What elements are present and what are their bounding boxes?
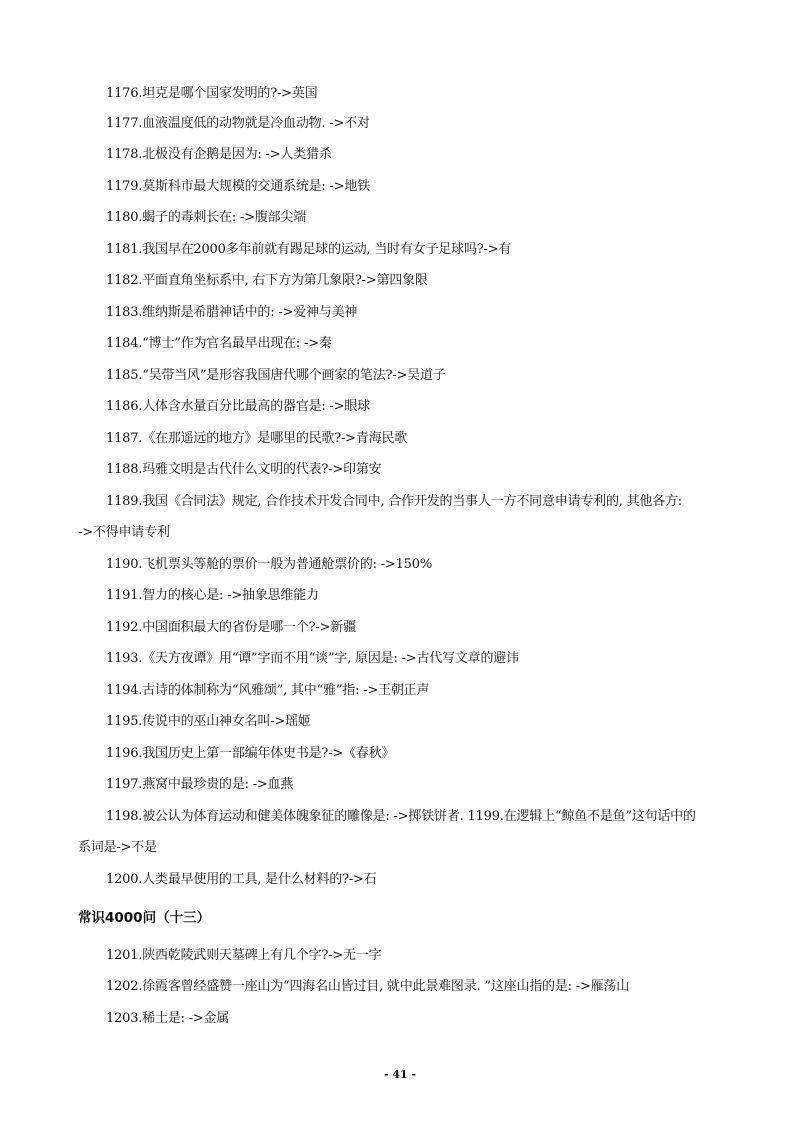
question-1187: 1187.《在那遥远的地方》是哪里的民歌?->青海民歌 <box>106 431 408 446</box>
section-heading: 常识4000问（十三） <box>78 910 211 926</box>
question-1180: 1180.蝎子的毒刺长在: ->腹部尖端 <box>106 210 307 225</box>
question-1189-line1: 1189.我国《合同法》规定, 合作技术开发合同中, 合作开发的当事人一方不同意申请专利的, 其他各方: <box>106 494 682 509</box>
question-1183: 1183.维纳斯是希腊神话中的: ->爱神与美神 <box>106 305 358 320</box>
question-1202: 1202.徐霞客曾经盛赞一座山为“四海名山皆过目, 就中此景难图录. ”这座山指的是: ->雁荡山 <box>106 979 630 994</box>
question-1188: 1188.玛雅文明是古代什么文明的代表?->印第安 <box>106 462 382 477</box>
question-1184: 1184.“博士”作为官名最早出现在: ->秦 <box>106 336 332 351</box>
question-1194: 1194.古诗的体制称为“风雅颂”, 其中“雅”指: ->王朝正声 <box>106 683 430 698</box>
question-1191: 1191.智力的核心是: ->抽象思维能力 <box>106 588 319 603</box>
question-1189-line2: ->不得申请专利 <box>78 525 170 540</box>
page-number: - 41 - <box>383 1068 417 1081</box>
question-1198-line2: 系词是->不是 <box>78 840 157 855</box>
question-1176: 1176.坦克是哪个国家发明的?->英国 <box>106 86 318 101</box>
question-1203: 1203.稀土是: ->金属 <box>106 1011 230 1026</box>
question-1193: 1193.《天方夜谭》用“谭”字而不用“谈”字, 原因是: ->古代写文章的避讳 <box>106 651 519 666</box>
question-1200: 1200.人类最早使用的工具, 是什么材料的?->石 <box>106 872 377 887</box>
question-1181: 1181.我国早在2000多年前就有踢足球的运动, 当时有女子足球吗?->有 <box>106 242 512 257</box>
question-1198-line1: 1198.被公认为体育运动和健美体魄象征的雕像是: ->掷铁饼者. 1199.在逻辑上“鲸鱼不是鱼”这句话中的 <box>106 809 696 824</box>
question-1177: 1177.血液温度低的动物就是冷血动物. ->不对 <box>106 116 370 131</box>
question-1196: 1196.我国历史上第一部编年体史书是?->《春秋》 <box>106 746 395 761</box>
question-1182: 1182.平面直角坐标系中, 右下方为第几象限?->第四象限 <box>106 273 428 288</box>
question-1190: 1190.飞机票头等舱的票价一般为普通舱票价的: ->150% <box>106 557 432 572</box>
question-1179: 1179.莫斯科市最大规模的交通系统是: ->地铁 <box>106 179 371 194</box>
question-1197: 1197.燕窝中最珍贵的是: ->血燕 <box>106 777 294 792</box>
question-1186: 1186.人体含水量百分比最高的器官是: ->眼球 <box>106 399 371 414</box>
question-1178: 1178.北极没有企鹅是因为: ->人类猎杀 <box>106 147 332 162</box>
question-1201: 1201.陕西乾陵武则天墓碑上有几个字?->无一字 <box>106 948 382 963</box>
question-1192: 1192.中国面积最大的省份是哪一个?->新疆 <box>106 620 356 635</box>
question-1195: 1195.传说中的巫山神女名叫->瑶姬 <box>106 714 311 729</box>
question-1185: 1185.“吴带当风”是形容我国唐代哪个画家的笔法?->吴道子 <box>106 368 446 383</box>
